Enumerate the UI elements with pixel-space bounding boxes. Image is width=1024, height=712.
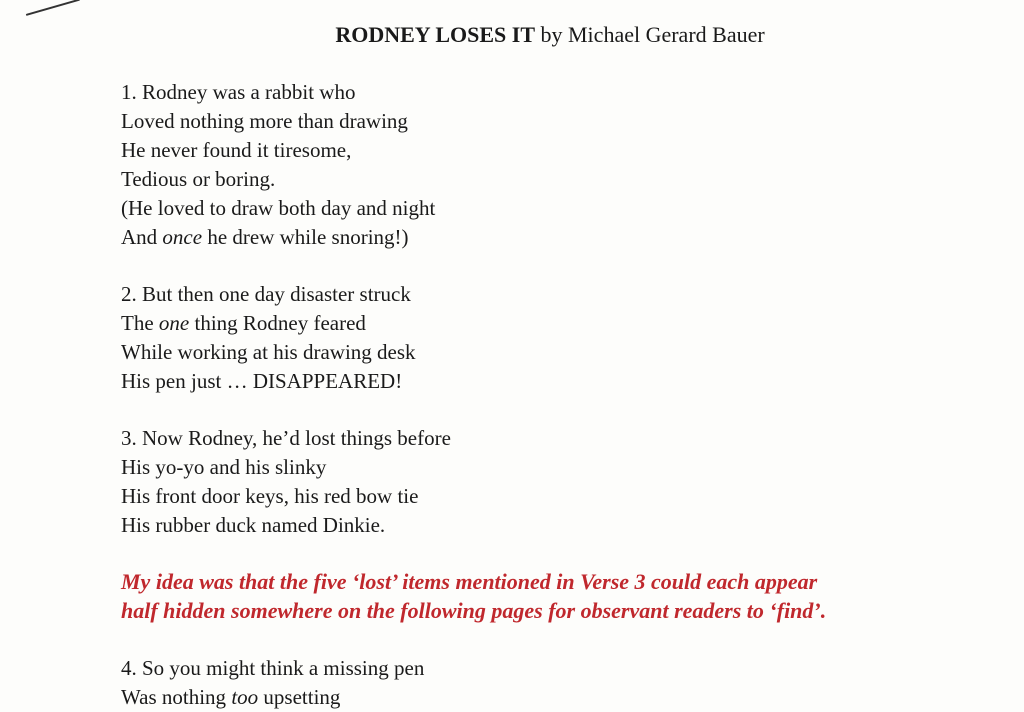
line-text: 1. Rodney was a rabbit who	[121, 80, 356, 104]
line-text: 2. But then one day disaster struck	[121, 282, 411, 306]
line-text: And	[121, 225, 163, 249]
pen-stroke-mark	[26, 0, 80, 16]
poem-line	[121, 482, 451, 511]
emphasis-text: one	[158, 311, 190, 335]
line-text: Was nothing	[121, 685, 232, 709]
poem-line	[121, 424, 451, 453]
poem-line	[121, 367, 416, 396]
poem-line	[121, 511, 451, 540]
verse-4	[121, 654, 424, 712]
title-byline: by Michael Gerard Bauer	[540, 22, 765, 47]
poem-line	[121, 78, 435, 107]
poem-line	[121, 309, 416, 338]
line-text: He never found it tiresome,	[121, 138, 352, 162]
emphasis-text: too	[231, 685, 259, 709]
poem-line	[121, 654, 424, 683]
title-main: RODNEY LOSES IT	[335, 22, 535, 47]
line-text: Tedious or boring.	[121, 167, 276, 191]
line-text: thing Rodney feared	[189, 311, 366, 335]
verse-2	[121, 280, 416, 396]
verse-1	[121, 78, 435, 252]
poem-line	[121, 136, 435, 165]
line-text: he drew while snoring!)	[202, 225, 409, 249]
line-text: While working at his drawing desk	[121, 340, 416, 364]
line-text: His front door keys, his red bow tie	[121, 484, 419, 508]
verse-3	[121, 424, 451, 540]
poem-line	[121, 453, 451, 482]
poem-line	[121, 107, 435, 136]
author-note	[121, 567, 826, 625]
poem-title	[0, 22, 1024, 48]
line-text: His yo-yo and his slinky	[121, 455, 327, 479]
poem-line	[121, 223, 435, 252]
poem-line	[121, 338, 416, 367]
note-line: half hidden somewhere on the following pages for observant readers to ‘find’.	[121, 598, 827, 623]
poem-line	[121, 683, 424, 712]
emphasis-text: once	[162, 225, 203, 249]
line-text: His rubber duck named Dinkie.	[121, 513, 386, 537]
line-text: His pen just … DISAPPEARED!	[121, 369, 403, 393]
line-text: The	[121, 311, 159, 335]
poem-line	[121, 165, 435, 194]
line-text: Loved nothing more than drawing	[121, 109, 408, 133]
line-text: 3. Now Rodney, he’d lost things before	[121, 426, 451, 450]
note-line: My idea was that the five ‘lost’ items mentioned in Verse 3 could each appear	[121, 569, 818, 594]
line-text: 4. So you might think a missing pen	[121, 656, 425, 680]
poem-line	[121, 280, 416, 309]
poem-line	[121, 194, 435, 223]
line-text: upsetting	[258, 685, 341, 709]
line-text: (He loved to draw both day and night	[121, 196, 436, 220]
